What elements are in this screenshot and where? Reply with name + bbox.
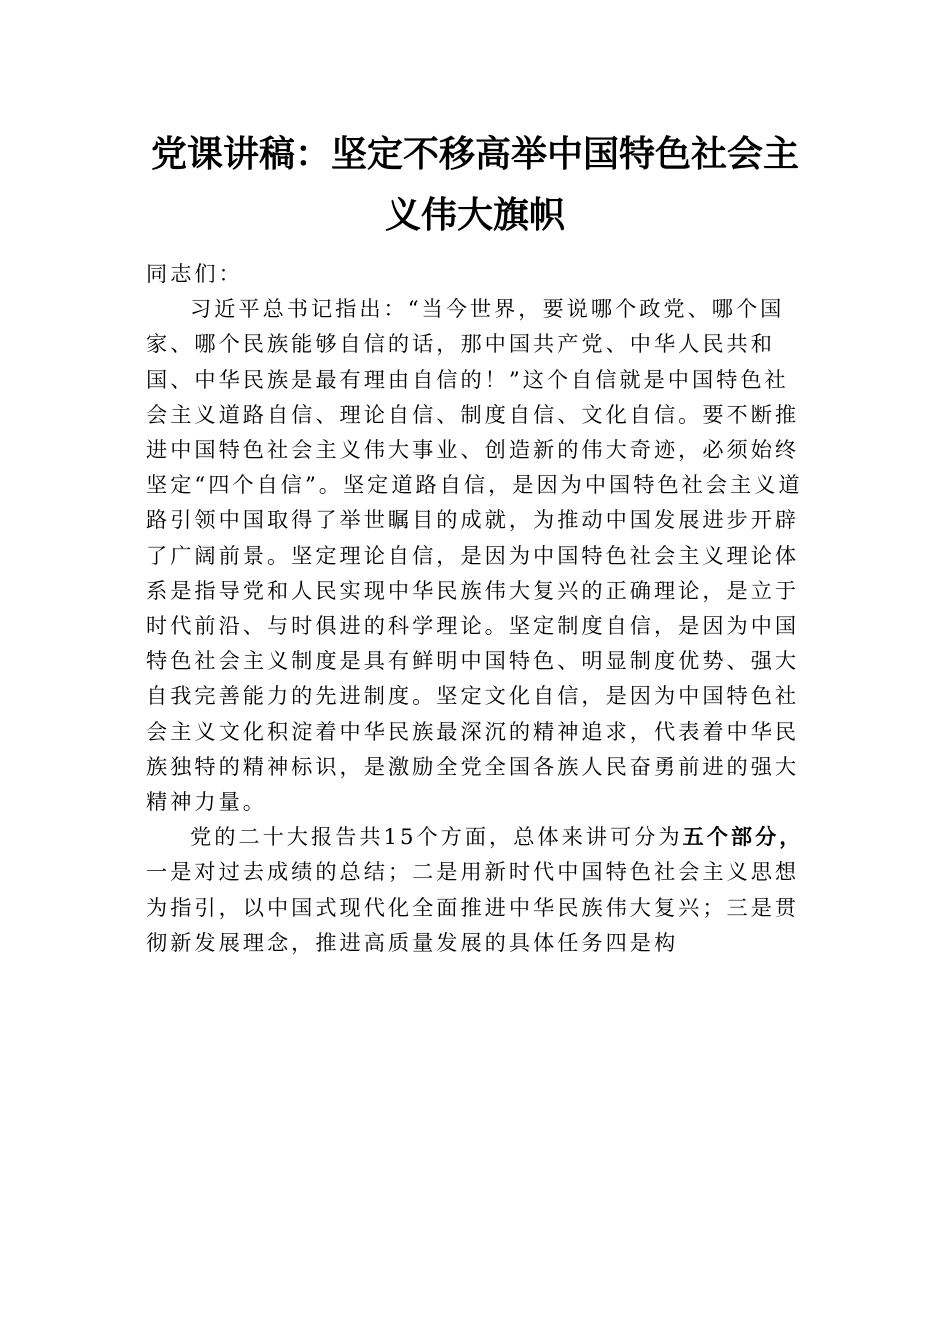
paragraph-1: 习近平总书记指出：“当今世界，要说哪个政党、哪个国家、哪个民族能够自信的话，那中国共产党、中华人民共和国、中华民族是最有理由自信的！”这个自信就是中国特色社会主义道路自信、理论自信、制度自信、文化自信。要不断推进中国特色社会主义伟大事业、创造新的伟大奇迹，必须始终坚定“四个自信”。坚定道路自信，是因为中国特色社会主义道路引领中国取得了举世瞩目的成就，为推动中国发展进步开辟了广阔前景。坚定理论自信，是因为中国特色社会主义理论体系是指导党和人民实现中华民族伟大复兴的正确理论，是立于时代前沿、与时俱进的科学理论。坚定制度自信，是因为中国特色社会主义制度是具有鲜明中国特色、明显制度优势、强大自我完善能力的先进制度。坚定文化自信，是因为中国特色社会主义文化积淀着中华民族最深沉的精神追求，代表着中华民族独特的精神标识，是激励全党全国各族人民奋勇前进的强大精神力量。 [146, 296, 803, 815]
salutation: 同志们： [146, 261, 243, 286]
paragraph-2 [146, 819, 806, 960]
paragraph-2-text-before: 党的二十大报告共15个方面，总体来讲可分为 [190, 824, 683, 850]
document-body [146, 256, 806, 960]
paragraph-2-bold-text: 五个部分， [682, 824, 804, 850]
paragraph-2-text-after: 一是对过去成绩的总结；二是用新时代中国特色社会主义思想为指引，以中国式现代化全面推进中华民族伟大复兴；三是贯彻新发展理念，推进高质量发展的具体任务四是构 [146, 859, 800, 955]
document-title: 党课讲稿：坚定不移高举中国特色社会主义伟大旗帜 [150, 134, 799, 236]
